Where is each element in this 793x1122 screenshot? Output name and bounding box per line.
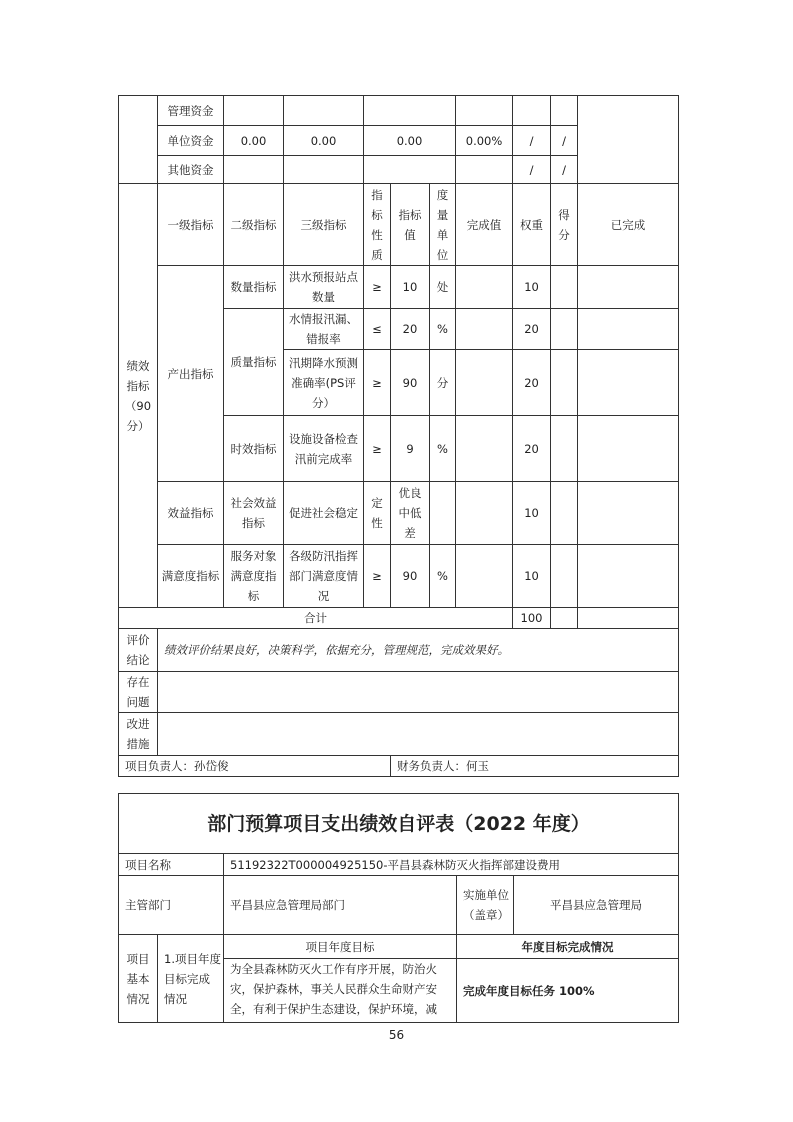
l3-cell: 洪水预报站点数量	[284, 266, 364, 309]
project-name-label: 项目名称	[119, 854, 224, 876]
cell	[578, 350, 679, 416]
cell: 9	[391, 416, 430, 482]
funds-row	[119, 96, 679, 126]
l3-cell: 各级防汛指挥部门满意度情况	[284, 545, 364, 608]
cell	[224, 96, 284, 126]
l1-cell: 效益指标	[158, 482, 224, 545]
total-label: 合计	[119, 608, 513, 629]
cell	[456, 156, 513, 184]
l3-cell: 汛期降水预测准确率(PS评分）	[284, 350, 364, 416]
dept-label: 主管部门	[119, 876, 224, 935]
l2-cell: 社会效益指标	[224, 482, 284, 545]
cell	[578, 416, 679, 482]
cell: 20	[513, 350, 551, 416]
blank-cell	[578, 96, 679, 184]
project-name: 51192322T000004925150-平昌县森林防灭火指挥部建设费用	[224, 854, 679, 876]
goal-header: 项目年度目标	[224, 935, 457, 959]
impl-label: 实施单位（盖章）	[457, 876, 514, 935]
basic-label: 项目基本情况	[119, 935, 158, 1023]
dept-value: 平昌县应急管理局部门	[224, 876, 457, 935]
project-lead: 项目负责人：孙岱俊	[119, 756, 391, 777]
cell	[578, 309, 679, 350]
improve-row	[119, 713, 679, 756]
cell	[578, 545, 679, 608]
cell: /	[551, 126, 578, 156]
l2-cell: 数量指标	[224, 266, 284, 309]
cell	[456, 482, 513, 545]
cell: 20	[513, 309, 551, 350]
cell: 10	[513, 266, 551, 309]
form-title: 部门预算项目支出绩效自评表（2022 年度）	[119, 794, 679, 854]
table-row	[119, 266, 679, 309]
goal-text: 为全县森林防灭火工作有序开展，防治火灾，保护森林，事关人民群众生命财产安全，有利于保护生态建设，保护环境，减	[224, 959, 457, 1023]
blank-cell	[119, 96, 158, 184]
cell	[456, 416, 513, 482]
cell: %	[430, 309, 456, 350]
cell: ≥	[364, 266, 391, 309]
performance-table	[118, 95, 679, 777]
cell: 定性	[364, 482, 391, 545]
header-cell: 已完成	[578, 184, 679, 266]
total-weight: 100	[513, 608, 551, 629]
cell	[551, 350, 578, 416]
perf-label: 绩效指标（90分）	[119, 184, 158, 608]
header-row	[119, 184, 679, 266]
result-header: 年度目标完成情况	[457, 935, 679, 959]
problems-text	[158, 672, 679, 713]
cell: 优良中低差	[391, 482, 430, 545]
l2-cell: 时效指标	[224, 416, 284, 482]
self-evaluation-form	[118, 793, 679, 1023]
page-number: 56	[388, 1028, 405, 1042]
cell	[456, 545, 513, 608]
cell	[456, 266, 513, 309]
cell: %	[430, 416, 456, 482]
l3-cell: 水情报汛漏、错报率	[284, 309, 364, 350]
finance-lead: 财务负责人：何玉	[391, 756, 679, 777]
cell	[578, 482, 679, 545]
problems-label: 存在问题	[119, 672, 158, 713]
cell	[284, 156, 364, 184]
cell: /	[513, 156, 551, 184]
funds-label: 管理资金	[158, 96, 224, 126]
cell	[551, 482, 578, 545]
signoff-row	[119, 756, 679, 777]
cell	[551, 309, 578, 350]
cell: 0.00	[284, 126, 364, 156]
conclusion-row	[119, 629, 679, 672]
cell	[456, 309, 513, 350]
table-row	[119, 482, 679, 545]
cell: 10	[391, 266, 430, 309]
cell: ≤	[364, 309, 391, 350]
impl-value: 平昌县应急管理局	[514, 876, 679, 935]
cell	[224, 156, 284, 184]
cell	[551, 416, 578, 482]
improve-text	[158, 713, 679, 756]
cell: /	[551, 156, 578, 184]
cell	[456, 350, 513, 416]
cell: 20	[391, 309, 430, 350]
l2-cell: 服务对象满意度指标	[224, 545, 284, 608]
cell: ≥	[364, 350, 391, 416]
l1-cell: 产出指标	[158, 266, 224, 482]
conclusion-label: 评价结论	[119, 629, 158, 672]
cell: %	[430, 545, 456, 608]
header-cell: 二级指标	[224, 184, 284, 266]
funds-label: 其他资金	[158, 156, 224, 184]
header-cell: 度量单位	[430, 184, 456, 266]
result-text: 完成年度目标任务 100%	[457, 959, 679, 1023]
cell	[551, 545, 578, 608]
cell: 0.00	[364, 126, 456, 156]
header-cell: 权重	[513, 184, 551, 266]
header-cell: 得分	[551, 184, 578, 266]
l1-cell: 满意度指标	[158, 545, 224, 608]
cell	[364, 96, 456, 126]
cell	[364, 156, 456, 184]
cell	[284, 96, 364, 126]
cell: 90	[391, 350, 430, 416]
header-cell: 指标性质	[364, 184, 391, 266]
goal-label: 1.项目年度目标完成情况	[158, 935, 224, 1023]
header-cell: 指标值	[391, 184, 430, 266]
l2-cell: 质量指标	[224, 309, 284, 416]
cell: 0.00%	[456, 126, 513, 156]
cell	[578, 266, 679, 309]
cell: 0.00	[224, 126, 284, 156]
cell: 10	[513, 545, 551, 608]
conclusion-text: 绩效评价结果良好，决策科学，依据充分，管理规范，完成效果好。	[158, 629, 679, 672]
cell: /	[513, 126, 551, 156]
cell	[551, 266, 578, 309]
cell	[578, 608, 679, 629]
header-cell: 完成值	[456, 184, 513, 266]
cell	[513, 96, 551, 126]
cell	[551, 608, 578, 629]
cell	[551, 96, 578, 126]
header-cell: 三级指标	[284, 184, 364, 266]
cell: 分	[430, 350, 456, 416]
total-row	[119, 608, 679, 629]
l3-cell: 设施设备检查汛前完成率	[284, 416, 364, 482]
cell: 处	[430, 266, 456, 309]
problems-row	[119, 672, 679, 713]
cell: 20	[513, 416, 551, 482]
cell: ≥	[364, 416, 391, 482]
funds-label: 单位资金	[158, 126, 224, 156]
cell: ≥	[364, 545, 391, 608]
cell	[430, 482, 456, 545]
improve-label: 改进措施	[119, 713, 158, 756]
cell: 10	[513, 482, 551, 545]
table-row	[119, 545, 679, 608]
cell	[456, 96, 513, 126]
cell: 90	[391, 545, 430, 608]
header-cell: 一级指标	[158, 184, 224, 266]
l3-cell: 促进社会稳定	[284, 482, 364, 545]
